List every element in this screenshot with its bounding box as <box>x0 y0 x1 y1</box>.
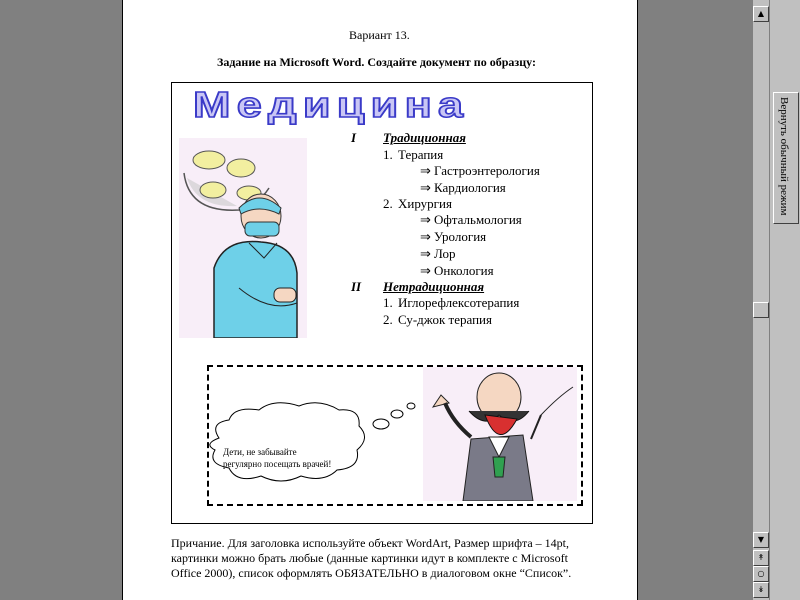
list-item: Иглорефлексотерапия <box>398 295 520 310</box>
list-marker: I <box>351 130 357 145</box>
list-item: Су-джок терапия <box>398 312 492 327</box>
list-item: Традиционная <box>383 130 466 145</box>
next-page-button[interactable]: ↡ <box>753 582 769 598</box>
arrow-marker: ⇒ <box>420 163 431 178</box>
note-line: Office 2000), список оформлять ОБЯЗАТЕЛЬНО в диалоговом окне “Список”. <box>171 566 572 580</box>
list-item: Нетрадиционная <box>383 279 485 294</box>
list-item: Гастроэнтерология <box>434 163 540 178</box>
list-item: Хирургия <box>398 196 452 211</box>
list-item: Терапия <box>398 147 444 162</box>
professor-clipart <box>423 367 577 501</box>
list-item: Лор <box>434 246 456 261</box>
list-item: Урология <box>434 229 487 244</box>
doctor-clipart <box>179 138 307 338</box>
list-marker: II <box>351 279 362 294</box>
arrow-marker: ⇒ <box>420 263 431 278</box>
list-item: Офтальмология <box>434 212 522 227</box>
arrow-marker: ⇒ <box>420 246 431 261</box>
note-line: картинки можно брать любые (данные картинки идут в комплекте с Microsoft <box>171 551 568 565</box>
document-page[interactable] <box>122 0 638 600</box>
vertical-scrollbar[interactable] <box>753 0 769 600</box>
note-line: Причание. Для заголовка используйте объект WordArt, Размер шрифта – 14pt, <box>171 536 570 550</box>
arrow-marker: ⇒ <box>420 229 431 244</box>
scroll-up-button[interactable]: ▲ <box>753 6 769 22</box>
return-normal-view-button[interactable] <box>773 92 799 224</box>
side-toolbar <box>770 0 800 600</box>
list-marker: 2. <box>383 312 393 327</box>
arrow-marker: ⇒ <box>420 212 431 227</box>
scroll-thumb[interactable] <box>753 302 769 318</box>
list-item: Кардиология <box>434 180 506 195</box>
prev-page-button[interactable]: ↟ <box>753 550 769 566</box>
variant-label: Вариант 13. <box>349 28 410 42</box>
select-browse-button[interactable]: ○ <box>753 566 769 582</box>
task-heading: Задание на Microsoft Word. Создайте документ по образцу: <box>217 55 536 69</box>
scroll-down-button[interactable]: ▼ <box>753 532 769 548</box>
list-item: Онкология <box>434 263 494 278</box>
list-marker: 2. <box>383 196 393 211</box>
return-normal-view-label: Вернуть обычный режим <box>778 97 790 216</box>
list-marker: 1. <box>383 295 393 310</box>
callout-text: Дети, не забывайте регулярно посещать врачей! <box>223 447 332 469</box>
arrow-marker: ⇒ <box>420 180 431 195</box>
list-marker: 1. <box>383 147 393 162</box>
wordart-title: Медицина <box>193 84 470 125</box>
